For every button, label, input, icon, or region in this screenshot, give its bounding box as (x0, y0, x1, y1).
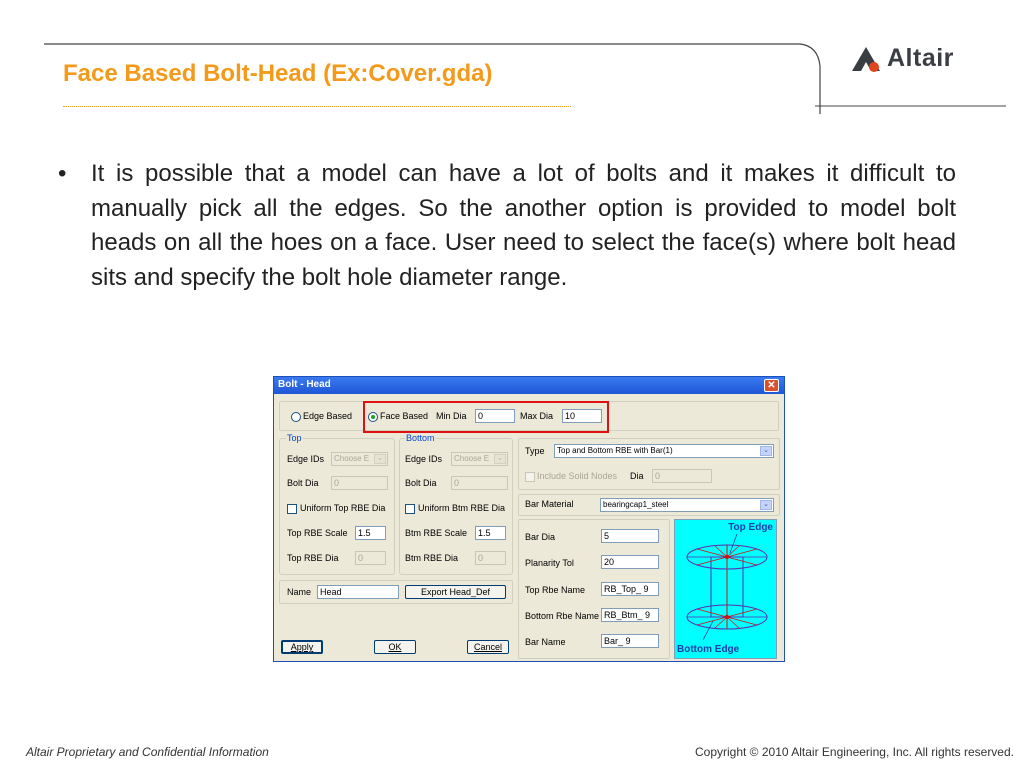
dia-label: Dia (630, 471, 644, 481)
min-dia-label: Min Dia (436, 411, 467, 421)
edge-based-label: Edge Based (303, 411, 353, 421)
include-solid-nodes-label: Include Solid Nodes (537, 471, 618, 481)
diagram-bottom-edge-label: Bottom Edge (677, 644, 740, 655)
bolt-head-dialog (273, 376, 785, 662)
bar-name-input[interactable]: Bar_ 9 (601, 634, 659, 648)
type-label: Type (525, 446, 545, 456)
bar-name-label: Bar Name (525, 637, 566, 647)
cancel-button[interactable] (467, 640, 509, 654)
chevron-down-icon: ⌄ (760, 500, 772, 510)
top-edge-ids-dropdown[interactable] (331, 452, 388, 466)
bar-material-label: Bar Material (525, 499, 574, 509)
min-dia-input[interactable]: 0 (475, 409, 515, 423)
close-icon[interactable]: ✕ (764, 379, 779, 392)
cancel-label: Cancel (473, 642, 502, 652)
btm-rbe-dia-input[interactable]: 0 (475, 551, 506, 565)
bottom-group-caption: Bottom (406, 433, 435, 443)
bullet-text: It is possible that a model can have a lot of bolts and it makes it difficult to manually pick all the edges. So the another option is provided to model bolt heads on all the hoes on a face. User need to select the face(s) where bolt head sits and specify the bolt hole diameter range. (91, 160, 956, 291)
bullet-marker: • (58, 160, 67, 187)
top-rbe-name-label: Top Rbe Name (525, 585, 586, 595)
name-label: Name (287, 587, 312, 597)
type-value: Top and Bottom RBE with Bar(1) (557, 446, 673, 455)
planarity-tol-label: Planarity Tol (525, 558, 574, 568)
btm-rbe-dia-label: Btm RBE Dia (405, 553, 459, 563)
diagram-top-edge-label: Top Edge (728, 522, 773, 533)
altair-logo-icon (850, 44, 886, 74)
chevron-down-icon: ⌄ (760, 446, 772, 456)
bottom-rbe-name-input[interactable]: RB_Btm_ 9 (601, 608, 659, 622)
type-dropdown[interactable] (554, 444, 774, 458)
bar-material-value: bearingcap1_steel (603, 500, 669, 509)
export-head-def-button[interactable]: Export Head_Def (405, 585, 506, 599)
name-input[interactable]: Head (317, 585, 399, 599)
footer-copyright: Copyright © 2010 Altair Engineering, Inc. All rights reserved. (694, 745, 1014, 759)
bolt-diagram (674, 519, 777, 659)
bar-dia-input[interactable]: 5 (601, 529, 659, 543)
uniform-btm-rbe-label: Uniform Btm RBE Dia (418, 503, 506, 513)
bar-material-dropdown[interactable] (600, 498, 774, 512)
top-bolt-dia-label: Bolt Dia (287, 478, 319, 488)
ok-label: OK (388, 642, 402, 652)
top-rbe-name-input[interactable]: RB_Top_ 9 (601, 582, 659, 596)
top-rbe-scale-label: Top RBE Scale (287, 528, 348, 538)
bar-dia-label: Bar Dia (525, 532, 556, 542)
bottom-bolt-dia-label: Bolt Dia (405, 478, 437, 488)
top-rbe-dia-label: Top RBE Dia (287, 553, 339, 563)
bottom-edge-ids-dropdown[interactable] (451, 452, 508, 466)
face-based-label: Face Based (380, 411, 429, 421)
max-dia-label: Max Dia (520, 411, 554, 421)
uniform-top-rbe-checkbox[interactable] (287, 504, 297, 514)
chevron-down-icon: ⌄ (374, 454, 386, 464)
top-bolt-dia-input[interactable]: 0 (331, 476, 388, 490)
max-dia-input[interactable]: 10 (562, 409, 602, 423)
bottom-edge-ids-label: Edge IDs (405, 454, 443, 464)
footer-confidential: Altair Proprietary and Confidential Information (26, 745, 269, 759)
btm-rbe-scale-input[interactable]: 1.5 (475, 526, 506, 540)
planarity-tol-input[interactable]: 20 (601, 555, 659, 569)
top-group-caption: Top (287, 433, 302, 443)
chevron-down-icon: ⌄ (494, 454, 506, 464)
top-rbe-scale-input[interactable]: 1.5 (355, 526, 386, 540)
ok-button[interactable] (374, 640, 416, 654)
bottom-rbe-name-label: Bottom Rbe Name (525, 611, 600, 621)
altair-logo-text: Altair (887, 44, 954, 72)
bolt-diagram-drawing (675, 520, 777, 659)
highlight-box (363, 401, 609, 433)
apply-label: Apply (290, 642, 314, 652)
top-edge-ids-value: Choose E (334, 454, 370, 463)
uniform-top-rbe-label: Uniform Top RBE Dia (300, 503, 386, 513)
include-solid-nodes-checkbox[interactable] (525, 472, 535, 482)
uniform-btm-rbe-checkbox[interactable] (405, 504, 415, 514)
dialog-title: Bolt - Head (278, 379, 331, 390)
slide-title: Face Based Bolt-Head (Ex:Cover.gda) (63, 60, 493, 87)
edge-based-radio[interactable] (291, 412, 301, 422)
btm-rbe-scale-label: Btm RBE Scale (405, 528, 468, 538)
top-edge-ids-label: Edge IDs (287, 454, 325, 464)
bottom-edge-ids-value: Choose E (454, 454, 490, 463)
bullet-list (58, 157, 956, 295)
dialog-titlebar (274, 377, 784, 394)
apply-button[interactable] (281, 640, 323, 654)
bullet-item (58, 157, 956, 295)
bottom-bolt-dia-input[interactable]: 0 (451, 476, 508, 490)
dia-input[interactable]: 0 (652, 469, 712, 483)
top-rbe-dia-input[interactable]: 0 (355, 551, 386, 565)
